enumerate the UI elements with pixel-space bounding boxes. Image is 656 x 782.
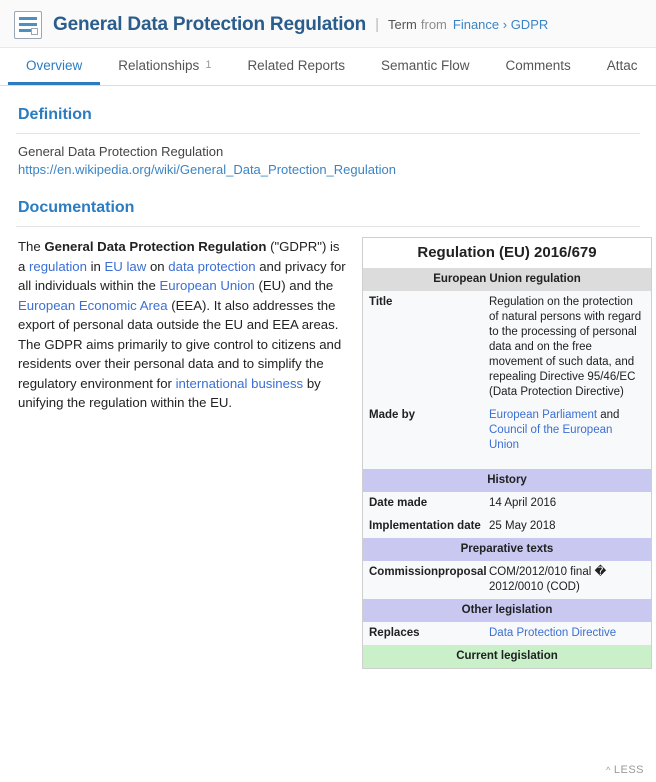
tab-label: Semantic Flow (381, 57, 470, 73)
infobox-band-other-legislation: Other legislation (363, 599, 651, 622)
tab-label: Attac (606, 57, 638, 73)
infobox-row-implementation-date (363, 515, 651, 538)
definition-heading: Definition (18, 106, 92, 123)
document-icon (14, 11, 42, 39)
infobox-band-current-legislation: Current legislation (363, 645, 651, 668)
from-label: from (420, 17, 447, 32)
tab-attachments[interactable] (589, 48, 656, 85)
infobox-label: Title (369, 296, 393, 308)
infobox-inline-link[interactable]: Council of the European Union (489, 424, 613, 451)
infobox-label: Date made (369, 497, 428, 509)
definition-text: General Data Protection Regulation (18, 144, 224, 159)
breadcrumb[interactable]: Finance › GDPR (452, 17, 549, 32)
infobox (362, 237, 652, 669)
content-area (0, 86, 656, 669)
infobox-row-replaces (363, 622, 651, 645)
tab-label: Comments (505, 57, 571, 73)
infobox-value: 25 May 2018 (489, 520, 556, 532)
infobox-row-made-by (363, 404, 651, 457)
entity-type-label: Term (388, 17, 417, 32)
header-divider: | (375, 16, 379, 33)
paragraph-text: in (86, 258, 105, 274)
infobox-label: Implementation date (369, 520, 481, 532)
tab-badge-count: 1 (205, 59, 212, 71)
tab-label: Overview (26, 57, 83, 73)
tab-semantic-flow[interactable] (363, 48, 488, 85)
infobox-row-title (363, 291, 651, 404)
tab-related-reports[interactable] (229, 48, 363, 85)
inline-link[interactable]: European Economic Area (18, 297, 168, 313)
inline-link[interactable]: European Union (159, 278, 255, 293)
infobox-row-date-made (363, 492, 651, 515)
definition-link[interactable]: https://en.wikipedia.org/wiki/General_Data_Protection_Regulation (18, 162, 396, 177)
infobox-inline-link[interactable]: European Parliament (489, 409, 598, 421)
tab-label: Relationships (118, 57, 200, 73)
inline-link[interactable]: EU law (104, 258, 147, 274)
tab-relationships[interactable] (100, 48, 229, 85)
paragraph-text: The (18, 239, 45, 254)
documentation-divider (16, 226, 640, 227)
paragraph-text: by unifying the regulation within the EU. (18, 375, 321, 410)
infobox-band-preparative-texts: Preparative texts (363, 538, 651, 561)
infobox-value: Regulation on the protection of natural persons with regard to the processing of personal data and on the free movement of such data, and repealing Directive 95/46/EC (Data Protection Directive) (489, 296, 642, 398)
chevron-up-icon: ^ (606, 765, 611, 775)
infobox-band-history: History (363, 469, 651, 492)
tab-bar (0, 48, 656, 86)
page-title: General Data Protection Regulation (53, 13, 367, 35)
infobox-title: Regulation (EU) 2016/679 (363, 238, 651, 268)
less-toggle[interactable] (606, 764, 644, 776)
infobox-label: Replaces (369, 627, 420, 639)
inline-link[interactable]: regulation (29, 258, 87, 274)
infobox-value: COM/2012/010 final � 2012/0010 (COD) (489, 566, 607, 593)
paragraph-text: ("GDPR") is a (18, 239, 340, 274)
page-header (0, 0, 656, 48)
infobox-row-commission-proposal (363, 561, 651, 599)
inline-link[interactable]: international business (175, 375, 304, 391)
documentation-paragraph (16, 237, 346, 669)
infobox-spacer (363, 457, 651, 469)
infobox-value: 14 April 2016 (489, 497, 557, 509)
paragraph-text: on (146, 258, 169, 274)
tab-label: Related Reports (247, 57, 345, 73)
paragraph-text: (EU) and the (254, 278, 334, 293)
tab-overview[interactable] (8, 48, 100, 85)
infobox-inline-text: and (597, 409, 620, 421)
less-label: LESS (613, 764, 644, 776)
inline-link[interactable]: data protection (168, 258, 256, 274)
infobox-band-eu-regulation: European Union regulation (363, 268, 651, 291)
infobox-label: Made by (369, 409, 416, 421)
documentation-body (16, 237, 640, 669)
paragraph-text: (EEA). It also addresses the export of personal data outside the EU and EEA areas. The GDPR aims primarily to give control to citizens and residents over their personal data and to simplify the regulatory environment for (18, 297, 342, 391)
documentation-heading: Documentation (18, 199, 135, 216)
tab-comments[interactable] (488, 48, 589, 85)
infobox-value-link[interactable]: Data Protection Directive (489, 627, 617, 639)
paragraph-text: and privacy for all individuals within the (18, 258, 346, 293)
definition-divider (16, 133, 640, 134)
emphasis-text: General Data Protection Regulation (44, 239, 267, 254)
infobox-label: Commissionproposal (369, 566, 487, 578)
infobox-value (489, 408, 645, 453)
